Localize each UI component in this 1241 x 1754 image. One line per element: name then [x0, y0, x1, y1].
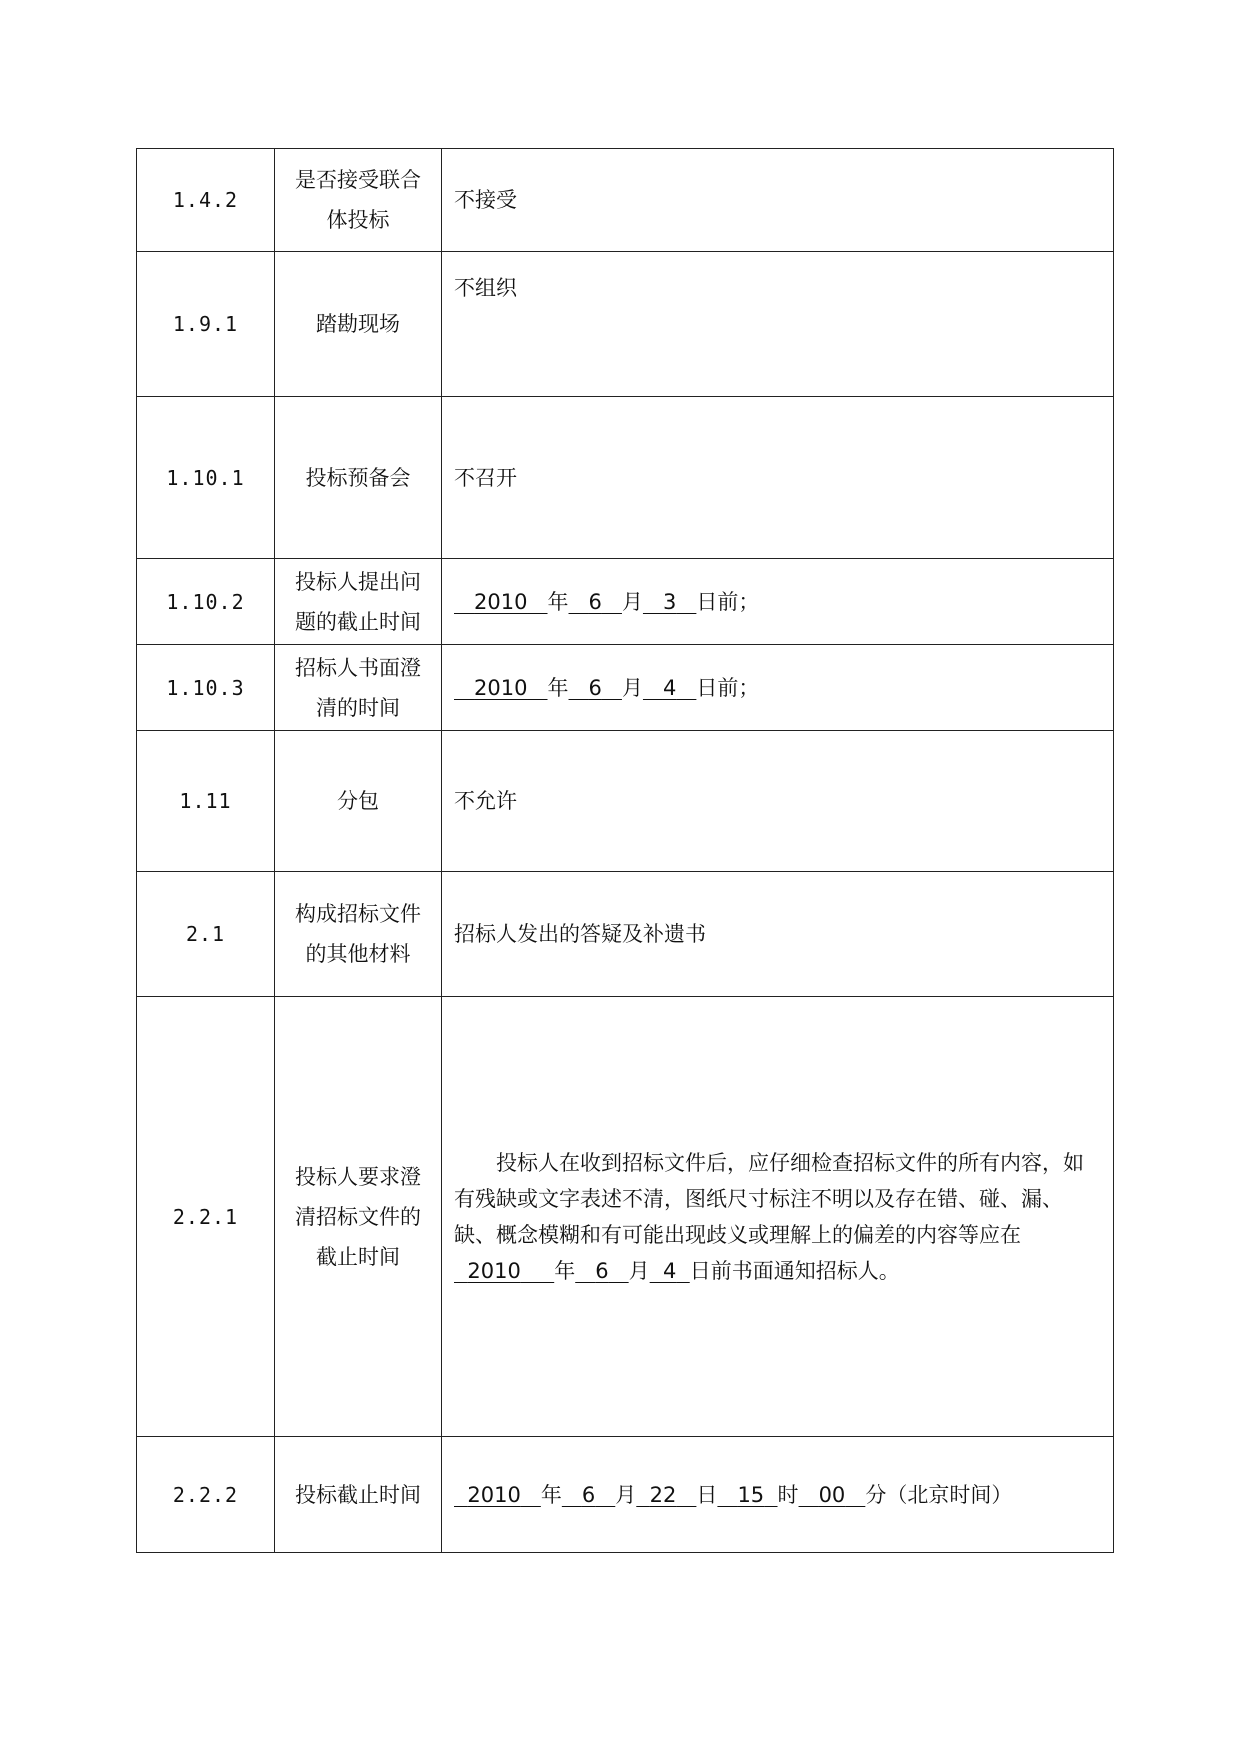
clause-content	[442, 997, 1114, 1437]
table-row	[137, 997, 1114, 1437]
month-blank: 6	[588, 675, 602, 700]
clause-number: 1.10.2	[137, 559, 275, 645]
clause-name: 是否接受联合体投标	[275, 149, 442, 252]
clause-name: 构成招标文件的其他材料	[275, 872, 442, 997]
clause-number: 1.11	[137, 731, 275, 872]
clause-number: 2.2.2	[137, 1437, 275, 1553]
month-blank: 6	[595, 1258, 609, 1283]
table-row	[137, 645, 1114, 731]
clause-content: 2010 年 6 月 3 日前；	[442, 559, 1114, 645]
clause-name: 招标人书面澄清的时间	[275, 645, 442, 731]
table-row	[137, 397, 1114, 559]
day-blank: 4	[663, 1258, 677, 1283]
clause-content: 2010 年 6 月 4 日前；	[442, 645, 1114, 731]
year-blank: 2010	[467, 1482, 521, 1507]
clause-number: 1.10.3	[137, 645, 275, 731]
clause-content: 不组织	[442, 252, 1114, 397]
clause-name: 投标预备会	[275, 397, 442, 559]
clause-number: 2.1	[137, 872, 275, 997]
hour-blank: 15	[737, 1482, 765, 1507]
minute-blank: 00	[818, 1482, 846, 1507]
clause-number: 1.9.1	[137, 252, 275, 397]
clause-number: 1.4.2	[137, 149, 275, 252]
table-row	[137, 1437, 1114, 1553]
month-blank: 6	[581, 1482, 596, 1507]
table-row	[137, 149, 1114, 252]
clarification-paragraph: 投标人在收到招标文件后，应仔细检查招标文件的所有内容，如有残缺或文字表述不清，图纸尺寸标注不明以及存在错、碰、漏、缺、概念模糊和有可能出现歧义或理解上的偏差的内容等应在 2010 年 6 月 4 日前书面通知招标人。	[454, 1150, 1084, 1283]
table-row	[137, 559, 1114, 645]
clause-name: 投标截止时间	[275, 1437, 442, 1553]
clause-content: 招标人发出的答疑及补遗书	[442, 872, 1114, 997]
clause-name: 投标人提出问题的截止时间	[275, 559, 442, 645]
day-blank: 4	[662, 675, 677, 700]
clause-content: 2010 年 6 月 22 日 15 时 00 分（北京时间）	[442, 1437, 1114, 1553]
month-blank: 6	[588, 589, 602, 614]
clause-number: 1.10.1	[137, 397, 275, 559]
year-blank: 2010	[467, 1258, 521, 1283]
year-blank: 2010	[474, 675, 528, 700]
day-blank: 22	[649, 1482, 677, 1507]
clause-content: 不召开	[442, 397, 1114, 559]
table-row	[137, 252, 1114, 397]
year-blank: 2010	[474, 589, 528, 614]
clause-name: 分包	[275, 731, 442, 872]
table-row	[137, 872, 1114, 997]
clause-content: 不接受	[442, 149, 1114, 252]
clauses-table	[136, 148, 1114, 1553]
clause-content: 不允许	[442, 731, 1114, 872]
clause-number: 2.2.1	[137, 997, 275, 1437]
clause-name: 踏勘现场	[275, 252, 442, 397]
table-row	[137, 731, 1114, 872]
day-blank: 3	[662, 589, 677, 614]
clause-name: 投标人要求澄清招标文件的截止时间	[275, 997, 442, 1437]
